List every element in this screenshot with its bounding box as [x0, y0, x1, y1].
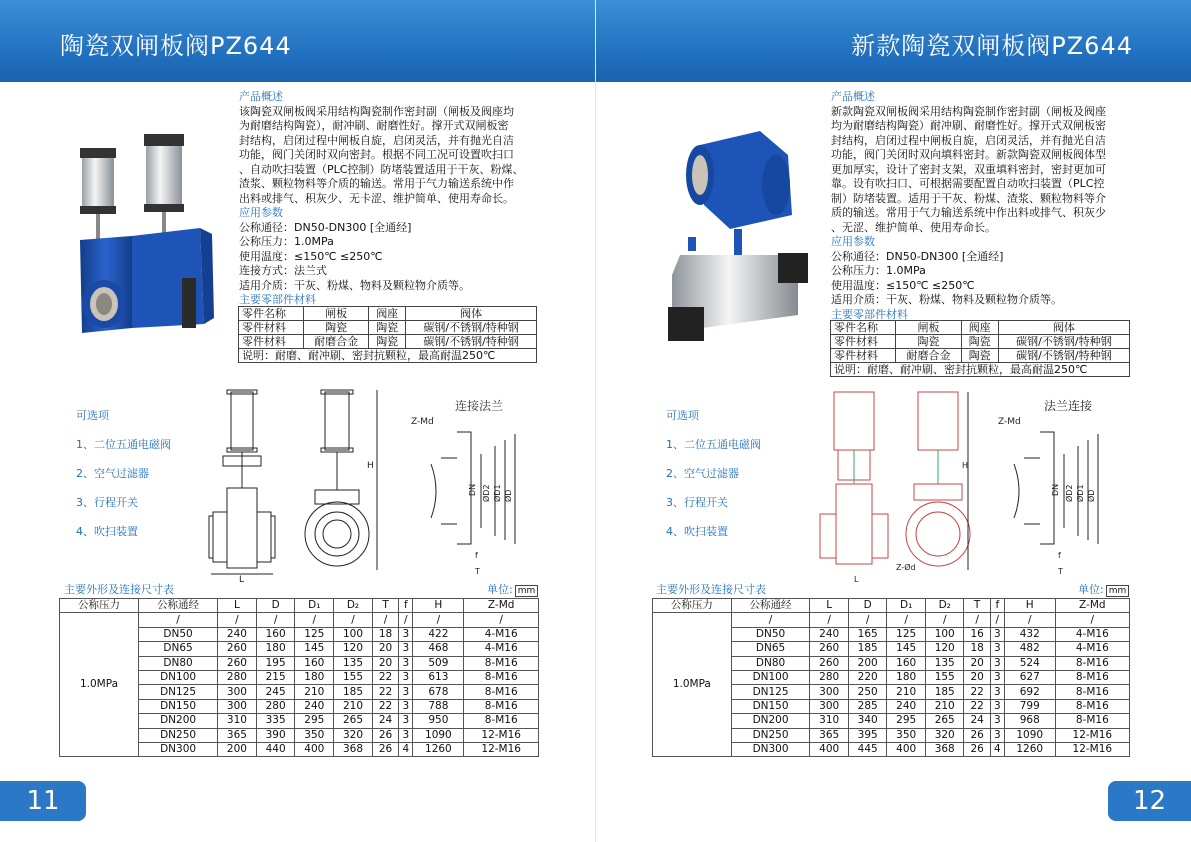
- param-line: 使用温度：≤150℃ ≤250℃: [831, 278, 975, 292]
- table-cell: 210: [887, 685, 926, 699]
- table-cell: 1.0MPa: [653, 613, 732, 757]
- overview-line: 该陶瓷双闸板阀采用结构陶瓷制作密封副（闸板及阀座均: [239, 104, 514, 118]
- table-cell: 16: [964, 627, 990, 641]
- table-cell: DN65: [139, 642, 218, 656]
- table-cell: 240: [295, 699, 334, 713]
- materials-table: [238, 306, 537, 363]
- table-cell: 185: [848, 642, 887, 656]
- column-header: D: [848, 599, 887, 613]
- table-cell: 4-M16: [1055, 642, 1129, 656]
- table-cell: 678: [413, 685, 464, 699]
- table-cell: 400: [810, 742, 849, 756]
- table-cell: 280: [218, 670, 257, 684]
- table-cell: 368: [334, 742, 373, 756]
- dim-label-t: T: [475, 567, 480, 576]
- unit-indicator: 单位: mm: [1078, 581, 1129, 597]
- materials-heading: 主要零部件材料: [239, 293, 316, 306]
- column-header: T: [372, 599, 398, 613]
- table-cell: 280: [256, 699, 295, 713]
- table-cell: 12-M16: [464, 728, 539, 742]
- table-cell: 265: [334, 714, 373, 728]
- table-cell: 3: [990, 656, 1004, 670]
- table-cell: DN200: [139, 714, 218, 728]
- table-row: 零件材料 耐磨合金 陶瓷 碳钢/不锈钢/特种钢: [239, 335, 537, 349]
- dim-label-d1: ØD1: [493, 484, 502, 502]
- page-number: 12: [1108, 781, 1191, 821]
- materials-heading: 主要零部件材料: [831, 307, 908, 321]
- table-cell: 210: [334, 699, 373, 713]
- table-cell: DN100: [731, 670, 810, 684]
- column-header: D₁: [295, 599, 334, 613]
- table-cell: 24: [372, 714, 398, 728]
- table-cell: 3: [990, 699, 1004, 713]
- overview-line: 、自动吹扫装置（PLC控制）防堵装置适用于干灰、粉煤、: [239, 162, 524, 176]
- table-cell: /: [964, 613, 990, 627]
- dim-label-f: f: [475, 551, 478, 560]
- table-cell: 350: [887, 728, 926, 742]
- table-cell: /: [372, 613, 398, 627]
- table-cell: DN200: [731, 714, 810, 728]
- table-cell: 320: [334, 728, 373, 742]
- overview-line: 更加厚实，设计了密封支架，双重填料密封，密封更加可: [831, 162, 1106, 176]
- table-cell: 4: [990, 742, 1004, 756]
- table-cell: 950: [413, 714, 464, 728]
- table-cell: 180: [887, 670, 926, 684]
- table-cell: 3: [990, 685, 1004, 699]
- table-cell: 8-M16: [1055, 685, 1129, 699]
- materials-table: [830, 320, 1130, 377]
- option-item: 1、二位五通电磁阀: [76, 438, 171, 451]
- table-cell: 3: [399, 656, 413, 670]
- table-cell: 145: [295, 642, 334, 656]
- table-cell: 3: [399, 685, 413, 699]
- dim-label-l: L: [854, 575, 859, 584]
- table-cell: 260: [218, 642, 257, 656]
- table-cell: 180: [295, 670, 334, 684]
- table-cell: 160: [887, 656, 926, 670]
- column-header: 公称压力: [60, 599, 139, 613]
- overview-line: 功能，阀门关闭时双向密封。根据不同工况可设置吹扫口: [239, 148, 514, 161]
- table-cell: 8-M16: [464, 685, 539, 699]
- table-cell: 250: [848, 685, 887, 699]
- overview-line: 出料或排气、积灰少、无卡涩、维护简单、使用寿命长。: [239, 191, 514, 205]
- table-cell: DN250: [731, 728, 810, 742]
- dim-label-dn: DN: [468, 483, 477, 496]
- flange-label: 法兰连接: [1044, 399, 1093, 413]
- table-cell: DN150: [139, 699, 218, 713]
- dimension-heading: 主要外形及连接尺寸表: [64, 583, 174, 596]
- table-cell: 3: [990, 670, 1004, 684]
- table-cell: 26: [964, 728, 990, 742]
- unit-indicator: 单位: mm: [487, 581, 538, 597]
- table-row: 零件材料 陶瓷 陶瓷 碳钢/不锈钢/特种钢: [831, 335, 1130, 349]
- table-cell: 12-M16: [464, 742, 539, 756]
- option-item: 3、行程开关: [666, 496, 728, 509]
- table-row: 零件名称 闸板 阀座 阀体: [831, 321, 1130, 335]
- dim-label-t: T: [1058, 567, 1063, 576]
- table-cell: 200: [218, 742, 257, 756]
- dim-label-d: ØD: [1087, 489, 1096, 502]
- table-cell: 200: [848, 656, 887, 670]
- table-cell: /: [256, 613, 295, 627]
- options-heading: 可选项: [666, 409, 699, 422]
- table-cell: 295: [887, 714, 926, 728]
- table-cell: 432: [1004, 627, 1055, 641]
- table-cell: 3: [399, 642, 413, 656]
- table-cell: 400: [295, 742, 334, 756]
- overview-line: 质的输送。常用于气力输送系统中作出料或排气、积灰少: [831, 206, 1106, 219]
- table-cell: 120: [925, 642, 964, 656]
- table-cell: 20: [964, 670, 990, 684]
- table-cell: 185: [925, 685, 964, 699]
- column-header: D: [256, 599, 295, 613]
- column-header: H: [1004, 599, 1055, 613]
- param-line: 公称通径：DN50-DN300 [全通经]: [831, 249, 1004, 263]
- table-row: 零件材料 陶瓷 陶瓷 碳钢/不锈钢/特种钢: [239, 321, 537, 335]
- column-header: L: [810, 599, 849, 613]
- table-cell: 613: [413, 670, 464, 684]
- table-cell: 390: [256, 728, 295, 742]
- table-cell: 12-M16: [1055, 742, 1129, 756]
- table-cell: 422: [413, 627, 464, 641]
- param-line: 使用温度：≤150℃ ≤250℃: [239, 249, 383, 263]
- table-cell: 8-M16: [1055, 699, 1129, 713]
- dim-label-h: H: [962, 461, 969, 470]
- column-header: Z-Md: [1055, 599, 1129, 613]
- table-cell: 300: [810, 685, 849, 699]
- table-cell: 788: [413, 699, 464, 713]
- table-cell: 3: [399, 714, 413, 728]
- table-cell: 240: [810, 627, 849, 641]
- dimension-table: [59, 598, 539, 757]
- table-cell: 26: [372, 742, 398, 756]
- table-cell: 300: [218, 699, 257, 713]
- page-right: [596, 0, 1191, 842]
- table-cell: 8-M16: [1055, 670, 1129, 684]
- option-item: 2、空气过滤器: [76, 467, 149, 480]
- table-cell: DN250: [139, 728, 218, 742]
- table-cell: 445: [848, 742, 887, 756]
- dim-label-d: ØD: [504, 489, 513, 502]
- overview-heading: 产品概述: [239, 90, 283, 103]
- table-cell: DN100: [139, 670, 218, 684]
- column-header: D₂: [925, 599, 964, 613]
- overview: [831, 90, 1151, 322]
- dim-label-dn: DN: [1051, 483, 1060, 496]
- table-cell: DN300: [139, 742, 218, 756]
- valve-photo: [72, 128, 232, 343]
- dim-label-l: L: [239, 575, 245, 584]
- column-header: D₂: [334, 599, 373, 613]
- table-cell: 440: [256, 742, 295, 756]
- table-cell: 1260: [1004, 742, 1055, 756]
- page-number: 11: [0, 781, 86, 821]
- overview-line: 靠。设有吹扫口、可根据需要配置自动吹扫装置（PLC控: [831, 177, 1105, 190]
- overview-line: 功能，阀门关闭时双向填料密封。新款陶瓷双闸板阀体型: [831, 148, 1106, 161]
- table-cell: /: [218, 613, 257, 627]
- table-cell: 3: [399, 670, 413, 684]
- table-cell: 26: [372, 728, 398, 742]
- overview-line: 为耐磨结构陶瓷），耐冲刷、耐磨性好。撑开式双闸板密: [239, 119, 509, 132]
- table-cell: DN65: [731, 642, 810, 656]
- table-cell: 3: [990, 642, 1004, 656]
- table-cell: /: [810, 613, 849, 627]
- table-cell: /: [925, 613, 964, 627]
- table-cell: 24: [964, 714, 990, 728]
- table-cell: 4: [399, 742, 413, 756]
- column-header: L: [218, 599, 257, 613]
- valve-drawing: [205, 384, 545, 584]
- table-cell: 100: [334, 627, 373, 641]
- table-cell: 400: [887, 742, 926, 756]
- table-cell: 350: [295, 728, 334, 742]
- table-cell: DN300: [731, 742, 810, 756]
- param-line: 连接方式：法兰式: [239, 264, 327, 277]
- table-cell: 185: [334, 685, 373, 699]
- dim-label-zmd: Z-Md: [411, 417, 434, 427]
- table-cell: 22: [964, 685, 990, 699]
- options-list: [76, 407, 171, 552]
- table-header-row: [60, 599, 539, 613]
- table-cell: DN50: [139, 627, 218, 641]
- dimension-table: [652, 598, 1130, 757]
- table-cell: /: [464, 613, 539, 627]
- table-cell: 26: [964, 742, 990, 756]
- dim-label-f: f: [1058, 551, 1061, 560]
- page-left: [0, 0, 595, 842]
- table-cell: 1.0MPa: [60, 613, 139, 757]
- table-cell: 4-M16: [464, 627, 539, 641]
- table-cell: 3: [399, 728, 413, 742]
- table-cell: /: [1055, 613, 1129, 627]
- table-row: 零件名称 闸板 阀座 阀体: [239, 307, 537, 321]
- table-cell: DN50: [731, 627, 810, 641]
- table-row: 说明：耐磨、耐冲刷、密封抗颗粒，最高耐温250℃: [831, 363, 1130, 377]
- table-cell: 180: [256, 642, 295, 656]
- table-row: 零件材料 耐磨合金 陶瓷 碳钢/不锈钢/特种钢: [831, 349, 1130, 363]
- valve-photo: [660, 125, 826, 357]
- params-heading: 应用参数: [831, 235, 875, 248]
- table-cell: 365: [218, 728, 257, 742]
- table-cell: 260: [810, 642, 849, 656]
- table-cell: 335: [256, 714, 295, 728]
- overview-line: 均为耐磨结构陶瓷）耐冲刷、耐磨性好。撑开式双闸板密: [831, 119, 1106, 132]
- dim-label-zd: Z-Ød: [896, 563, 916, 572]
- table-cell: 240: [218, 627, 257, 641]
- table-cell: /: [139, 613, 218, 627]
- table-row: [653, 613, 1130, 627]
- table-cell: 210: [925, 699, 964, 713]
- valve-drawing: [818, 384, 1148, 584]
- table-cell: 135: [925, 656, 964, 670]
- table-cell: 8-M16: [1055, 714, 1129, 728]
- table-cell: 18: [964, 642, 990, 656]
- option-item: 1、二位五通电磁阀: [666, 438, 761, 451]
- param-line: 公称压力：1.0MPa: [831, 264, 926, 277]
- dimension-heading: 主要外形及连接尺寸表: [656, 583, 766, 596]
- table-cell: 195: [256, 656, 295, 670]
- column-header: 公称通经: [139, 599, 218, 613]
- table-cell: DN150: [731, 699, 810, 713]
- table-cell: 125: [887, 627, 926, 641]
- table-cell: 692: [1004, 685, 1055, 699]
- column-header: D₁: [887, 599, 926, 613]
- table-header-row: [653, 599, 1130, 613]
- table-cell: 20: [964, 656, 990, 670]
- table-cell: 260: [218, 656, 257, 670]
- table-cell: 22: [964, 699, 990, 713]
- table-cell: 482: [1004, 642, 1055, 656]
- table-cell: 245: [256, 685, 295, 699]
- table-cell: /: [887, 613, 926, 627]
- table-cell: /: [413, 613, 464, 627]
- table-cell: 8-M16: [464, 714, 539, 728]
- dim-label-zmd: Z-Md: [998, 417, 1021, 427]
- table-cell: 285: [848, 699, 887, 713]
- table-cell: 1090: [413, 728, 464, 742]
- table-cell: 8-M16: [1055, 656, 1129, 670]
- table-cell: 8-M16: [464, 699, 539, 713]
- table-cell: /: [1004, 613, 1055, 627]
- table-cell: 22: [372, 699, 398, 713]
- table-cell: 340: [848, 714, 887, 728]
- table-cell: /: [990, 613, 1004, 627]
- table-row: [60, 613, 539, 627]
- table-cell: 3: [399, 699, 413, 713]
- table-cell: 18: [372, 627, 398, 641]
- table-cell: 8-M16: [464, 670, 539, 684]
- table-cell: 310: [218, 714, 257, 728]
- table-cell: 310: [810, 714, 849, 728]
- table-cell: 4-M16: [464, 642, 539, 656]
- option-item: 2、空气过滤器: [666, 467, 739, 480]
- table-cell: 260: [810, 656, 849, 670]
- table-cell: 627: [1004, 670, 1055, 684]
- overview-line: 封结构，启闭过程中闸板自旋，启闭灵活，并有抛光自洁: [831, 133, 1106, 147]
- table-cell: 265: [925, 714, 964, 728]
- table-cell: 20: [372, 656, 398, 670]
- column-header: 公称压力: [653, 599, 732, 613]
- overview-line: 制）防堵装置。适用于干灰、粉煤、渣浆、颗粒物料等介: [831, 191, 1106, 205]
- overview-line: 新款陶瓷双闸板阀采用结构陶瓷制作密封副（闸板及阀座: [831, 104, 1106, 118]
- table-cell: 160: [295, 656, 334, 670]
- overview-line: 渣浆、颗粒物料等介质的输送。常用于气力输送系统中作: [239, 177, 514, 190]
- table-cell: 300: [810, 699, 849, 713]
- table-cell: 8-M16: [464, 656, 539, 670]
- table-cell: 155: [334, 670, 373, 684]
- params-heading: 应用参数: [239, 206, 283, 219]
- table-cell: 145: [887, 642, 926, 656]
- table-cell: 220: [848, 670, 887, 684]
- table-cell: /: [295, 613, 334, 627]
- column-header: Z-Md: [464, 599, 539, 613]
- table-cell: DN125: [731, 685, 810, 699]
- param-line: 公称通径：DN50-DN300 [全通经]: [239, 220, 412, 234]
- column-header: f: [399, 599, 413, 613]
- column-header: H: [413, 599, 464, 613]
- table-cell: 240: [887, 699, 926, 713]
- table-cell: 365: [810, 728, 849, 742]
- table-cell: 3: [990, 728, 1004, 742]
- table-cell: DN80: [139, 656, 218, 670]
- table-cell: 368: [925, 742, 964, 756]
- overview-heading: 产品概述: [831, 90, 875, 103]
- table-cell: DN80: [731, 656, 810, 670]
- dim-label-d2: ØD2: [1065, 484, 1074, 502]
- option-item: 4、吹扫装置: [666, 525, 728, 538]
- table-cell: 509: [413, 656, 464, 670]
- table-cell: 100: [925, 627, 964, 641]
- table-cell: /: [399, 613, 413, 627]
- table-cell: 4-M16: [1055, 627, 1129, 641]
- param-line: 适用介质：干灰、粉煤、物料及颗粒物介质等。: [831, 293, 1062, 306]
- table-cell: 799: [1004, 699, 1055, 713]
- table-cell: 1090: [1004, 728, 1055, 742]
- overview-line: 封结构，启闭过程中闸板自旋，启闭灵活，并有抛光自洁: [239, 133, 514, 147]
- option-item: 3、行程开关: [76, 496, 138, 509]
- page-title: 新款陶瓷双闸板阀PZ644: [851, 32, 1133, 60]
- table-cell: /: [334, 613, 373, 627]
- column-header: T: [964, 599, 990, 613]
- table-cell: 395: [848, 728, 887, 742]
- table-cell: 12-M16: [1055, 728, 1129, 742]
- table-cell: 300: [218, 685, 257, 699]
- column-header: f: [990, 599, 1004, 613]
- param-line: 适用介质：干灰、粉煤、物料及颗粒物介质等。: [239, 278, 470, 292]
- table-cell: 280: [810, 670, 849, 684]
- table-cell: DN125: [139, 685, 218, 699]
- dim-label-d2: ØD2: [482, 484, 491, 502]
- options-list: [666, 407, 761, 552]
- table-cell: 165: [848, 627, 887, 641]
- table-row: 说明：耐磨、耐冲刷、密封抗颗粒，最高耐温250℃: [239, 349, 537, 363]
- page-title: 陶瓷双闸板阀PZ644: [60, 32, 292, 60]
- table-cell: 524: [1004, 656, 1055, 670]
- options-heading: 可选项: [76, 409, 109, 422]
- table-cell: 3: [990, 627, 1004, 641]
- table-cell: 120: [334, 642, 373, 656]
- table-cell: 160: [256, 627, 295, 641]
- table-cell: 125: [295, 627, 334, 641]
- table-cell: 22: [372, 670, 398, 684]
- table-cell: 320: [925, 728, 964, 742]
- table-cell: 135: [334, 656, 373, 670]
- table-cell: 210: [295, 685, 334, 699]
- table-cell: /: [848, 613, 887, 627]
- table-cell: 468: [413, 642, 464, 656]
- table-cell: /: [731, 613, 810, 627]
- param-line: 公称压力：1.0MPa: [239, 235, 334, 248]
- table-cell: 295: [295, 714, 334, 728]
- table-cell: 22: [372, 685, 398, 699]
- dim-label-d1: ØD1: [1076, 484, 1085, 502]
- table-cell: 155: [925, 670, 964, 684]
- column-header: 公称通经: [731, 599, 810, 613]
- flange-label: 连接法兰: [455, 399, 504, 413]
- table-cell: 3: [990, 714, 1004, 728]
- option-item: 4、吹扫装置: [76, 525, 138, 538]
- table-cell: 968: [1004, 714, 1055, 728]
- table-cell: 3: [399, 627, 413, 641]
- overview-line: 、无涩、维护简单、使用寿命长。: [831, 220, 996, 234]
- table-cell: 20: [372, 642, 398, 656]
- dim-label-h: H: [367, 461, 374, 471]
- table-cell: 215: [256, 670, 295, 684]
- overview: [239, 90, 539, 308]
- table-cell: 1260: [413, 742, 464, 756]
